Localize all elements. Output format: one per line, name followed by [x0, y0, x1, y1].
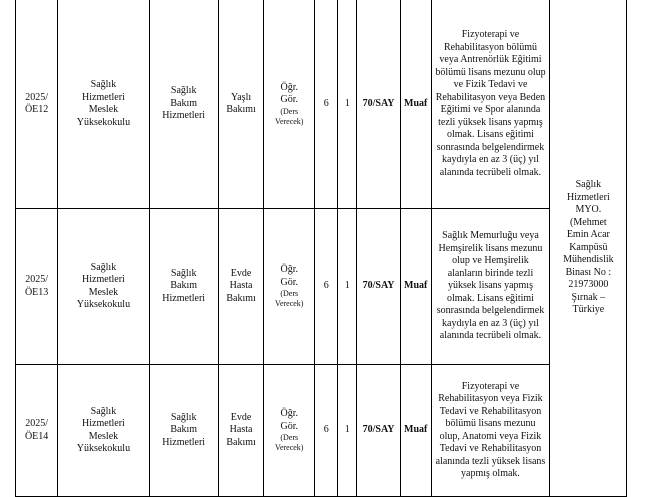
language-cell: Muaf — [400, 365, 431, 497]
language-cell: Muaf — [400, 209, 431, 365]
title-cell: Öğr. Gör. (Ders Verecek) — [264, 0, 315, 209]
location-cell: Sağlık Hizmetleri MYO. (Mehmet Emin Acar Kampüsü Mühendislik Binası No : 21973000 Şırnak – Türkiye — [550, 0, 627, 497]
program-cell: Evde Hasta Bakımı — [218, 365, 264, 497]
blank-column — [627, 209, 647, 365]
score-cell: 70/SAY — [357, 209, 400, 365]
degree-cell: 6 — [315, 0, 338, 209]
title-note: (Ders Verecek) — [275, 106, 304, 126]
blank-column — [627, 365, 647, 497]
table-row — [16, 0, 647, 209]
title-cell: Öğr. Gör. (Ders Verecek) — [264, 365, 315, 497]
degree-cell: 6 — [315, 209, 338, 365]
department-cell: Sağlık Bakım Hizmetleri — [149, 0, 218, 209]
position-code: 2025/ ÖE14 — [16, 365, 58, 497]
department-cell: Sağlık Bakım Hizmetleri — [149, 209, 218, 365]
degree-cell: 6 — [315, 365, 338, 497]
count-cell: 1 — [338, 209, 357, 365]
count-cell: 1 — [338, 0, 357, 209]
program-cell: Yaşlı Bakımı — [218, 0, 264, 209]
blank-column — [627, 0, 647, 209]
requirements-cell: Fizyoterapi ve Rehabilitasyon veya Fizik Tedavi ve Rehabilitasyon bölümü lisans mezunu olup, Anatomi veya Fizik Tedavi ve Rehabilitasyon alanında tezli yüksek lisans yapmış olmak. — [431, 365, 550, 497]
title-note: (Ders Verecek) — [275, 289, 304, 308]
requirements-cell: Sağlık Memurluğu veya Hemşirelik lisans mezunu olup ve Hemşirelik alanların birinde tezli yüksek lisans yapmış olmak. Lisans eğitimi sonrasında belgelendirmek kaydıyla en az 3 (üç) yıl alanında tecrübeli olmak. — [431, 209, 550, 365]
program-cell: Evde Hasta Bakımı — [218, 209, 264, 365]
school-cell: Sağlık Hizmetleri Meslek Yüksekokulu — [58, 0, 149, 209]
school-cell: Sağlık Hizmetleri Meslek Yüksekokulu — [58, 365, 149, 497]
score-cell: 70/SAY — [357, 365, 400, 497]
language-cell: Muaf — [400, 0, 431, 209]
title-cell: Öğr. Gör. (Ders Verecek) — [264, 209, 315, 365]
school-cell: Sağlık Hizmetleri Meslek Yüksekokulu — [58, 209, 149, 365]
position-code: 2025/ ÖE13 — [16, 209, 58, 365]
positions-table — [15, 0, 647, 497]
score-cell: 70/SAY — [357, 0, 400, 209]
title-note: (Ders Verecek) — [275, 433, 304, 452]
requirements-cell: Fizyoterapi ve Rehabilitasyon bölümü veya Antrenörlük Eğitimi bölümü lisans mezunu olup ve Fizik Tedavi ve Rehabilitasyon veya Beden Eğitimi ve Spor alanında tezli yüksek lisans yapmış olmak. Lisans eğitimi sonrasında belgelendirmek kaydıyla en az 3 (üç) yıl alanında tecrübeli olmak. — [431, 0, 550, 209]
department-cell: Sağlık Bakım Hizmetleri — [149, 365, 218, 497]
position-code: 2025/ ÖE12 — [16, 0, 58, 209]
count-cell: 1 — [338, 365, 357, 497]
